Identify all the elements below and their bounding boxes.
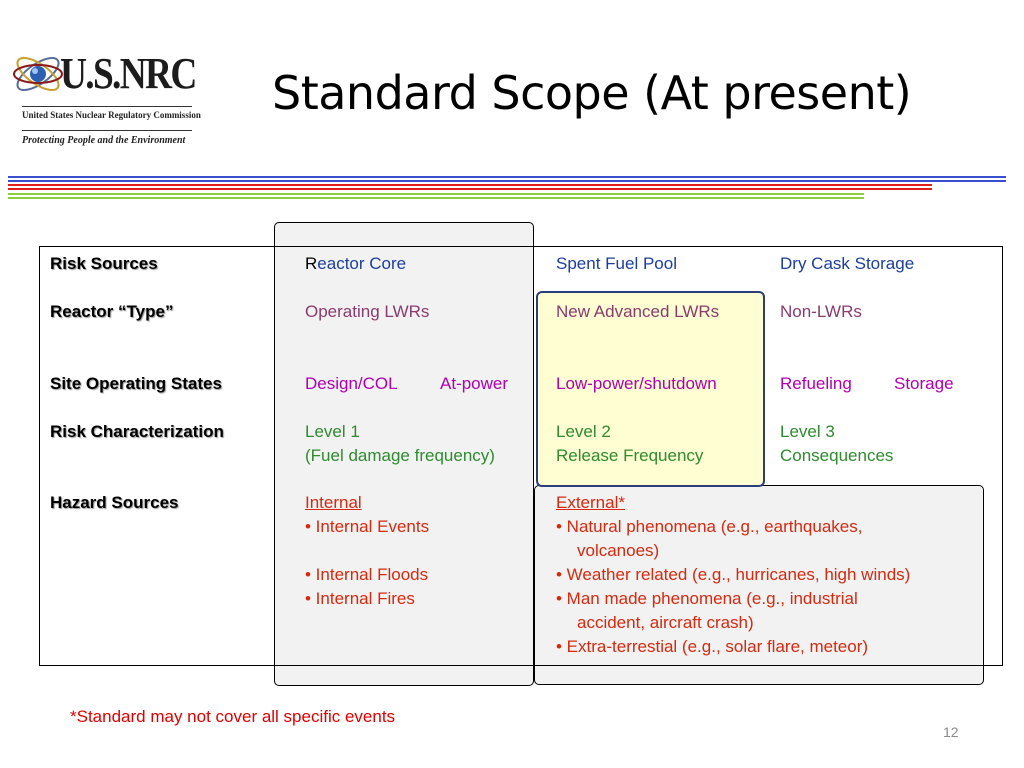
stripe-green-1	[8, 193, 864, 195]
logo-wordmark: U.S.NRC	[60, 49, 196, 98]
cell-refueling: Refueling	[780, 374, 852, 393]
logo-tagline: Protecting People and the Environment	[22, 135, 186, 146]
reactor-core-initial: R	[305, 254, 318, 273]
logo-subtitle: United States Nuclear Regulatory Commission	[22, 110, 201, 120]
cell-level-3: Level 3	[780, 422, 835, 441]
cell-level-2-detail: Release Frequency	[556, 446, 704, 465]
external-line: volcanoes)	[577, 541, 660, 560]
external-line: • Extra-terrestial (e.g., solar flare, meteor)	[556, 637, 869, 656]
cell-low-power-shutdown: Low-power/shutdown	[556, 374, 717, 393]
cell-new-advanced-lwrs: New Advanced LWRs	[556, 302, 720, 321]
external-line: • Natural phenomena (e.g., earthquakes,	[556, 517, 863, 536]
label-hazard-sources: Hazard Sources	[50, 493, 179, 512]
nrc-logo	[8, 38, 201, 156]
cell-level-3-detail: Consequences	[780, 446, 894, 465]
external-line: accident, aircraft crash)	[577, 613, 754, 632]
external-heading: External*	[556, 493, 625, 512]
cell-level-2: Level 2	[556, 422, 611, 441]
atom-icon	[8, 38, 68, 108]
footnote: *Standard may not cover all specific events	[70, 707, 396, 726]
label-risk-characterization: Risk Characterization	[50, 422, 224, 441]
external-line: • Man made phenomena (e.g., industrial	[556, 589, 858, 608]
cell-storage: Storage	[894, 374, 954, 393]
cell-non-lwrs: Non-LWRs	[780, 302, 862, 321]
cell-design-col: Design/COL	[305, 374, 398, 393]
internal-heading: Internal	[305, 493, 362, 512]
cell-dry-cask-storage: Dry Cask Storage	[780, 254, 915, 273]
cell-operating-lwrs: Operating LWRs	[305, 302, 430, 321]
label-risk-sources: Risk Sources	[50, 254, 158, 273]
stripe-blue-1	[8, 176, 1006, 178]
logo-rule-top	[22, 106, 192, 107]
logo-rule-mid	[22, 130, 192, 131]
cell-at-power: At-power	[440, 374, 509, 393]
internal-item: • Internal Fires	[305, 589, 415, 608]
external-line: • Weather related (e.g., hurricanes, high winds)	[556, 565, 911, 584]
internal-item: • Internal Events	[305, 517, 430, 536]
cell-reactor-core	[305, 252, 406, 276]
stripe-green-2	[8, 197, 864, 199]
reactor-core-rest: eactor Core	[317, 254, 407, 273]
internal-item: • Internal Floods	[305, 565, 429, 584]
page-number: 12	[943, 724, 959, 740]
stripe-red-2	[8, 188, 932, 190]
slide-title: Standard Scope (At present)	[272, 66, 912, 120]
cell-level-1-detail: (Fuel damage frequency)	[305, 446, 495, 465]
cell-spent-fuel-pool: Spent Fuel Pool	[556, 254, 677, 273]
stripe-blue-2	[8, 180, 1006, 182]
cell-level-1: Level 1	[305, 422, 360, 441]
label-reactor-type: Reactor “Type”	[50, 302, 174, 321]
stripe-red-1	[8, 184, 932, 186]
label-site-operating-states: Site Operating States	[50, 374, 222, 393]
